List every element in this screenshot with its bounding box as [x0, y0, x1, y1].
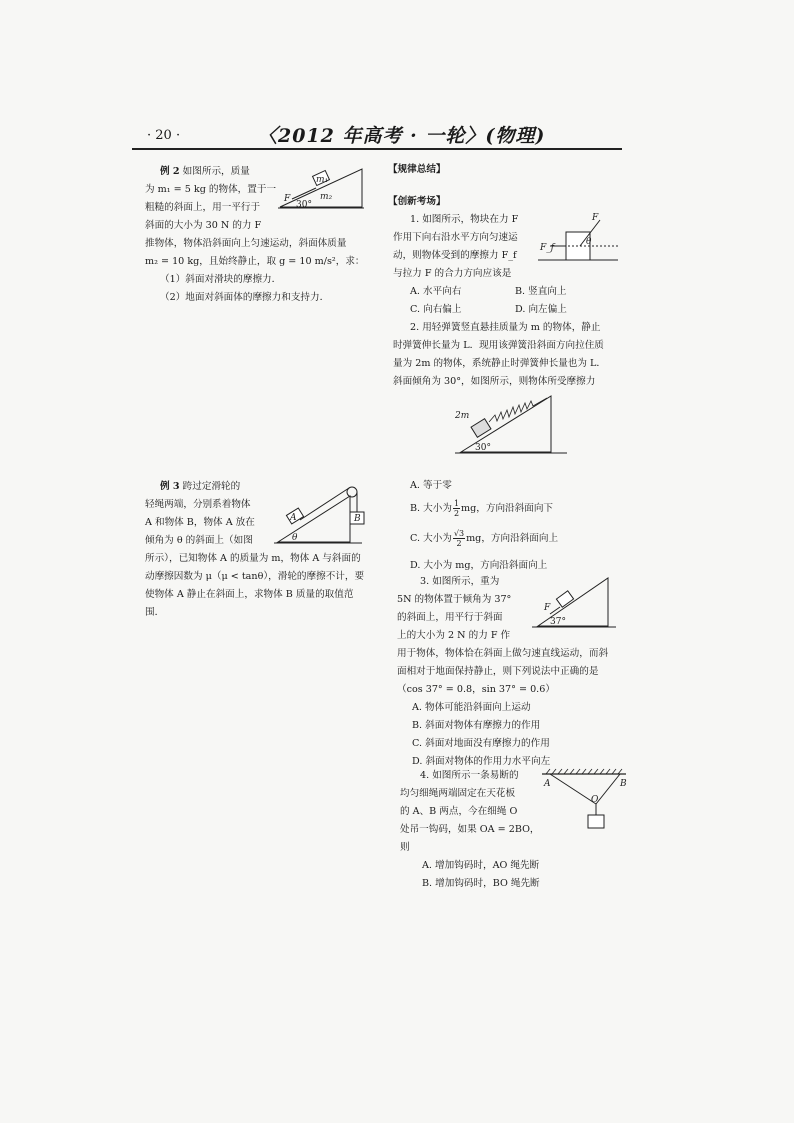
q4-rope-figure [540, 768, 630, 832]
force-f-label: F [284, 194, 291, 204]
q2-line-1: 2. 用轻弹簧竖直悬挂质量为 m 的物体，静止 [410, 322, 601, 333]
q3-line-5: 用于物体，物体恰在斜面上做匀速直线运动，而斜 [397, 648, 609, 659]
q3-option-c: C. 斜面对地面没有摩擦力的作用 [412, 738, 550, 749]
q1-option-d: D. 向左偏上 [515, 304, 567, 315]
q1-option-a: A. 水平向右 [410, 286, 462, 297]
q2-option-d: D. 大小为 mg，方向沿斜面向上 [410, 560, 548, 571]
q3-incline-figure [528, 574, 618, 636]
example-3-line-5: 所示），已知物体 A 的质量为 m，物体 A 与斜面的 [145, 553, 361, 564]
example-2-line-2: 为 m₁ = 5 kg 的物体，置于一 [145, 184, 277, 195]
q1-force-f-label: F [592, 213, 599, 223]
q4-line-5: 则 [400, 842, 410, 853]
q3-line-4: 上的大小为 2 N 的力 F 作 [397, 630, 511, 641]
q2-option-b: B. 大小为 $\frac{1}{2}$ mg，方向沿斜面向下 [410, 499, 554, 518]
q1-angle-label: θ [586, 237, 592, 247]
m2-label: m₂ [320, 192, 333, 202]
header-rule [132, 148, 622, 150]
q1-line-1: 1. 如图所示，物块在力 F [410, 214, 519, 225]
q2-line-4: 斜面倾角为 30°，如图所示，则物体所受摩擦力 [393, 376, 596, 387]
q3-option-b: B. 斜面对物体有摩擦力的作用 [412, 720, 541, 731]
q3-option-d: D. 斜面对物体的作用力水平向左 [412, 756, 551, 767]
q1-option-c: C. 向右偏上 [410, 304, 462, 315]
example-2-label: 例 2 [160, 166, 180, 177]
q2-spring-incline-figure [455, 392, 570, 462]
q1-option-b: B. 竖直向上 [515, 286, 567, 297]
q4-point-a-label: A [544, 779, 551, 789]
section-practice-heading: 【创新考场】 [388, 196, 446, 207]
example-2-line-5: 推物体，物体沿斜面向上匀速运动，斜面体质量 [145, 238, 347, 249]
q2-angle-label: 30° [475, 443, 491, 453]
example-2-line-4: 斜面的大小为 30 N 的力 F [145, 220, 262, 231]
q3-line-1: 3. 如图所示，重为 [420, 576, 500, 587]
q4-line-4: 处吊一钩码，如果 OA = 2BO， [400, 824, 540, 835]
example-3-line-7: 使物体 A 静止在斜面上，求物体 B 质量的取值范 [145, 589, 354, 600]
q3-option-a: A. 物体可能沿斜面向上运动 [412, 702, 531, 713]
q4-point-b-label: B [620, 779, 627, 789]
q4-point-o-label: O [591, 795, 599, 805]
example-2-line-1: 例 2 如图所示，质量 [160, 166, 250, 177]
q3-line-2: 5N 的物体置于倾角为 37° [397, 594, 512, 605]
example-3-line-2: 轻绳两端，分别系着物体 [145, 499, 251, 510]
q4-option-b: B. 增加钩码时，BO 绳先断 [422, 878, 540, 889]
example-2-line-3: 粗糙的斜面上，用一平行于 [145, 202, 261, 213]
example-3-line-4: 倾角为 θ 的斜面上（如图 [145, 535, 253, 546]
q3-line-6: 面相对于地面保持静止，则下列说法中正确的是 [397, 666, 599, 677]
example-2-line-6: m₂ = 10 kg，且始终静止，取 g = 10 m/s²，求： [145, 256, 365, 267]
example-3-line-1: 例 3 跨过定滑轮的 [160, 481, 241, 492]
q3-force-f-label: F [544, 603, 551, 613]
q4-line-1: 4. 如图所示一条易断的 [420, 770, 519, 781]
q4-option-a: A. 增加钩码时，AO 绳先断 [422, 860, 540, 871]
q1-line-4: 与拉力 F 的合力方向应该是 [393, 268, 512, 279]
example-2-question-2: （2）地面对斜面体的摩擦力和支持力． [160, 292, 330, 303]
q2-line-3: 量为 2m 的物体，系统静止时弹簧伸长量也为 L． [393, 358, 607, 369]
q1-block-figure [538, 212, 618, 264]
angle-label: 30° [296, 200, 312, 210]
block-b-label: B [354, 514, 361, 524]
q2-mass-label: 2m [455, 411, 470, 421]
q4-line-3: 的 A、B 两点，今在细绳 O [400, 806, 518, 817]
q3-line-7: （cos 37° = 0.8，sin 37° = 0.6） [397, 684, 555, 695]
q3-line-3: 的斜面上，用平行于斜面 [397, 612, 503, 623]
q2-option-c: C. 大小为 $\frac{√3}{2}$ mg，方向沿斜面向上 [410, 529, 559, 548]
page-header-title: 〈2012 年高考 · 一轮〉(物理) [258, 125, 546, 147]
q2-line-2: 时弹簧伸长量为 L．现用该弹簧沿斜面方向拉住质 [393, 340, 604, 351]
q1-friction-label: F_f [540, 243, 555, 253]
block-a-label: A [290, 513, 297, 523]
example-3-line-6: 动摩擦因数为 μ（μ < tanθ），滑轮的摩擦不计，要 [145, 571, 365, 582]
q4-line-2: 均匀细绳两端固定在天花板 [400, 788, 516, 799]
example-3-line-8: 围． [145, 607, 165, 618]
example-3-label: 例 3 [160, 481, 180, 492]
m1-label: m₁ [316, 175, 329, 185]
q1-line-2: 作用下向右沿水平方向匀速运 [393, 232, 518, 243]
page-number: · 20 · [147, 128, 181, 143]
example-3-line-3: A 和物体 B，物体 A 放在 [145, 517, 255, 528]
q3-angle-label: 37° [550, 617, 566, 627]
q1-line-3: 动，则物体受到的摩擦力 F_f [393, 250, 517, 261]
section-summary-heading: 【规律总结】 [388, 164, 446, 175]
angle-theta-label: θ [292, 533, 298, 543]
q2-option-a: A. 等于零 [410, 480, 452, 491]
example-3-pulley-figure [270, 478, 370, 550]
example-2-incline-figure [278, 165, 368, 213]
example-2-question-1: （1）斜面对滑块的摩擦力． [160, 274, 282, 285]
